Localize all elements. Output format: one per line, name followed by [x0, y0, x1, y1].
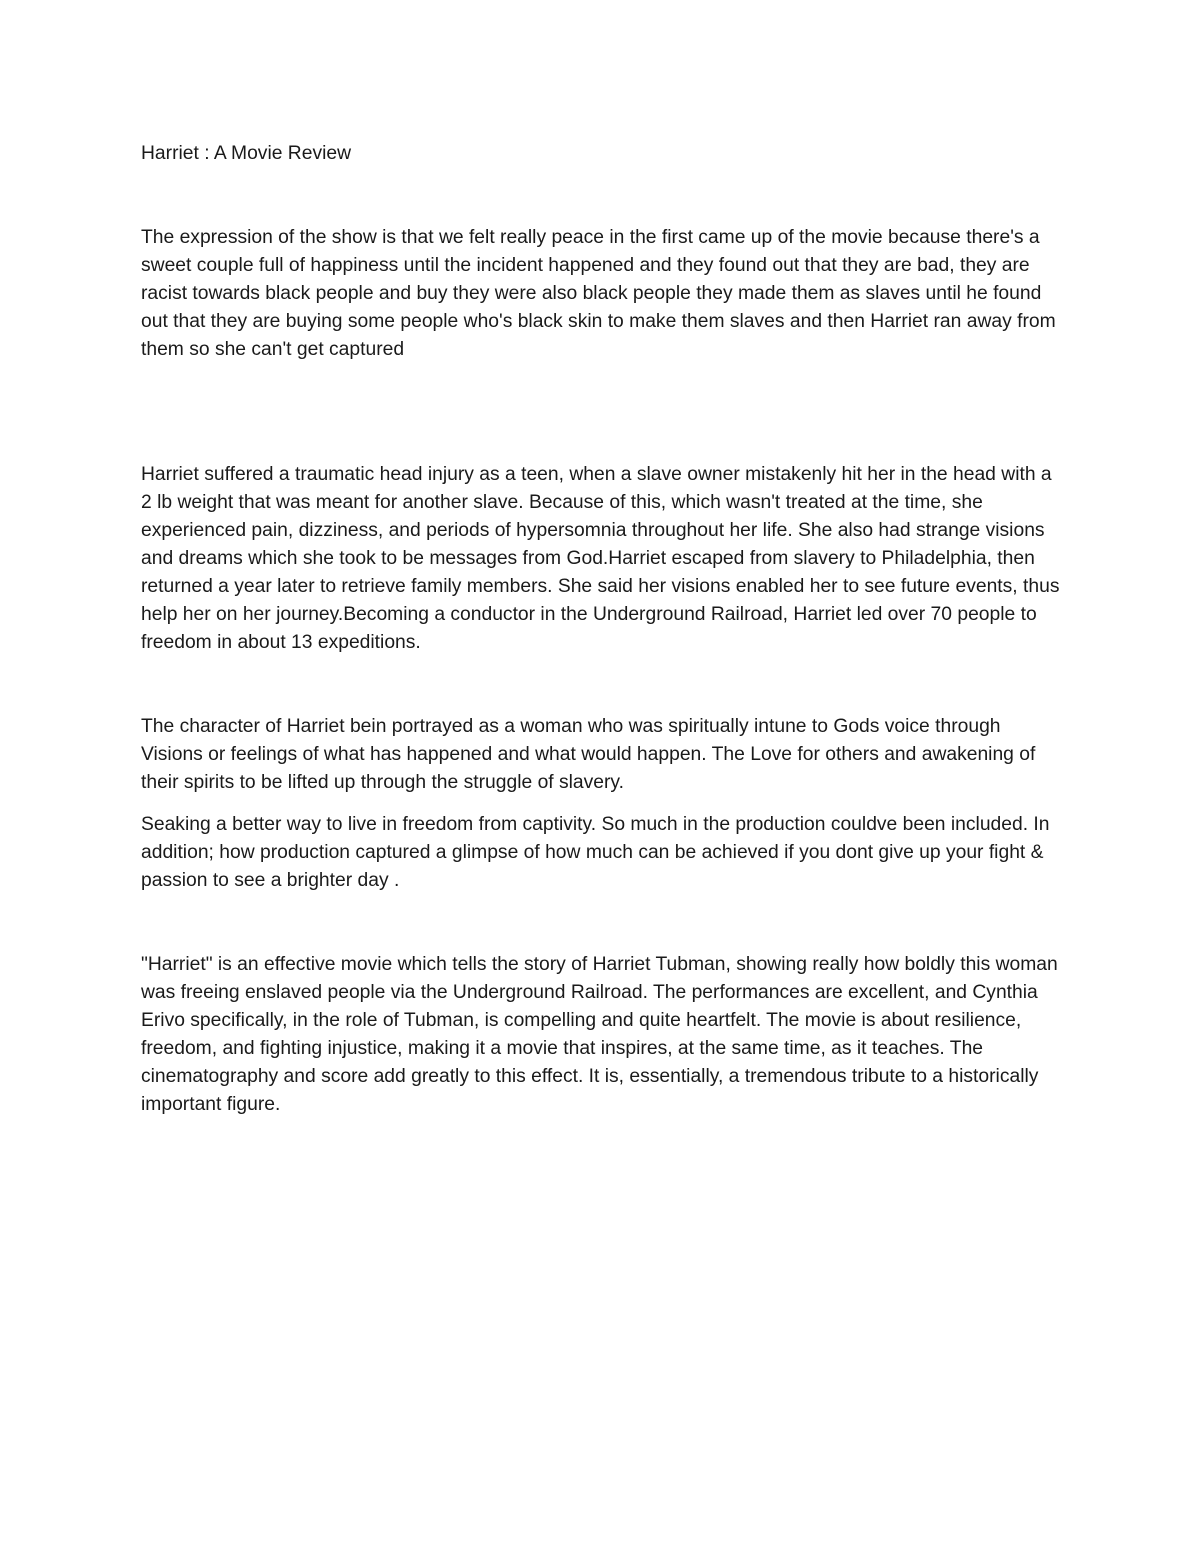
document-body — [141, 140, 1066, 1119]
paragraph-2: Harriet suffered a traumatic head injury as a teen, when a slave owner mistakenly hit her in the head with a 2 lb weight that was meant for another slave. Because of this, which wasn't treated at the time, she experienced pain, dizziness, and periods of hypersomnia throughout her life. She also had strange visions and dreams which she took to be messages from God.Harriet escaped from slavery to Philadelphia, then returned a year later to retrieve family members. She said her visions enabled her to see future events, thus help her on her journey.Becoming a conductor in the Underground Railroad, Harriet led over 70 people to freedom in about 13 expeditions. — [141, 464, 1060, 653]
paragraph-1: The expression of the show is that we felt really peace in the first came up of the movie because there's a sweet couple full of happiness until the incident happened and they found out that they are bad, they are racist towards black people and buy they were also black people they made them as slaves until he found out that they are buying some people who's black skin to make them slaves and then Harriet ran away from them so she can't get captured — [141, 227, 1056, 360]
paragraph-5: "Harriet" is an effective movie which tells the story of Harriet Tubman, showing really how boldly this woman was freeing enslaved people via the Underground Railroad. The performances are excellent, and Cynthia Erivo specifically, in the role of Tubman, is compelling and quite heartfelt. The movie is about resilience, freedom, and fighting injustice, making it a movie that inspires, at the same time, as it teaches. The cinematography and score add greatly to this effect. It is, essentially, a tremendous tribute to a historically important figure. — [141, 954, 1058, 1115]
document-title: Harriet : A Movie Review — [141, 143, 352, 164]
paragraph-4: Seaking a better way to live in freedom from captivity. So much in the production couldve been included. In addition; how production captured a glimpse of how much can be achieved if you dont give up your fight & passion to see a brighter day . — [141, 814, 1050, 891]
paragraph-3: The character of Harriet bein portrayed as a woman who was spiritually intune to Gods voice through Visions or feelings of what has happened and what would happen. The Love for others and awakening of their spirits to be lifted up through the struggle of slavery. — [141, 716, 1036, 793]
